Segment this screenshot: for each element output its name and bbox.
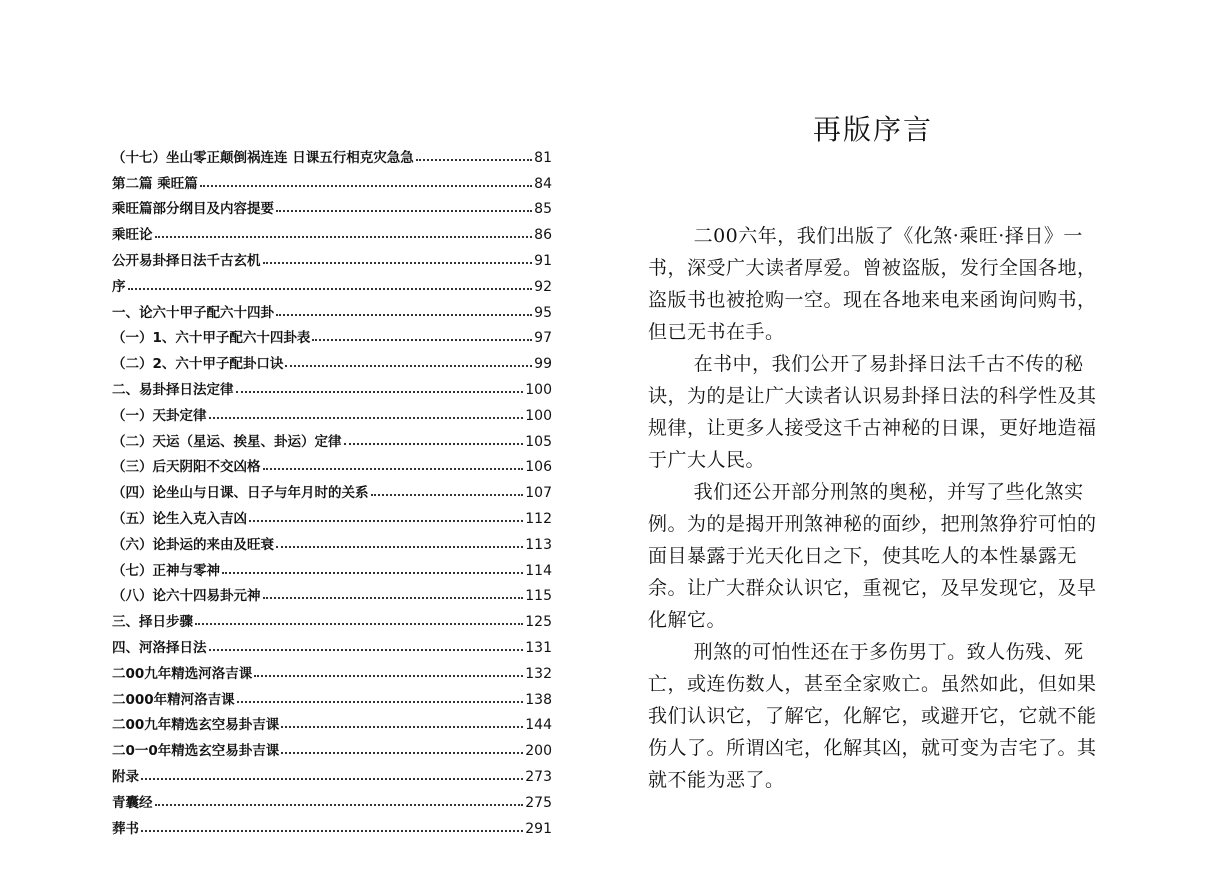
toc-entry-title: 序 <box>112 278 126 295</box>
toc-leader-dots <box>371 494 524 496</box>
toc-leader-dots <box>195 623 523 625</box>
toc-entry-page: 91 <box>534 252 552 269</box>
toc-entry <box>112 243 552 269</box>
toc-entry-page: 273 <box>525 768 552 785</box>
toc-entry-page: 105 <box>525 433 552 450</box>
toc-leader-dots <box>236 391 524 393</box>
toc-entry <box>112 656 552 682</box>
toc-entry <box>112 527 552 553</box>
toc-entry <box>112 321 552 347</box>
toc-leader-dots <box>155 804 524 806</box>
toc-leader-dots <box>312 339 532 341</box>
toc-entry-page: 115 <box>525 588 552 605</box>
toc-entry-title: （十七）坐山零正颠倒祸连连 日课五行相克灾急急 <box>112 149 414 166</box>
toc-entry <box>112 346 552 372</box>
toc-leader-dots <box>209 649 524 651</box>
preface-paragraph: 在书中，我们公开了易卦择日法千古不传的秘诀，为的是让广大读者认识易卦择日法的科学性及其规律，让更多人接受这千古神秘的日课，更好地造福于广大人民。 <box>648 353 1097 471</box>
toc-entry-title: （三）后天阴阳不交凶格 <box>112 459 261 476</box>
toc-entry-title: （二）天运（星运、挨星、卦运）定律 <box>112 433 342 450</box>
toc-entry-page: 114 <box>525 562 552 579</box>
toc-entry <box>112 192 552 218</box>
toc-leader-dots <box>128 288 533 290</box>
toc-entry <box>112 295 552 321</box>
toc-entry-page: 200 <box>525 743 552 760</box>
toc-entry <box>112 708 552 734</box>
toc-leader-dots <box>276 546 523 548</box>
toc-entry-page: 131 <box>525 639 552 656</box>
toc-leader-dots <box>281 726 523 728</box>
toc-entry-title: 二00九年精选河洛吉课 <box>112 665 253 682</box>
toc-entry-page: 95 <box>534 304 552 321</box>
preface-paragraph: 刑煞的可怕性还在于多伤男丁。致人伤残、死亡，或连伤数人，甚至全家败亡。虽然如此，但如果我们认识它，了解它，化解它，或避开它，它就不能伤人了。所谓凶宅，化解其凶，就可变为吉宅了。其就不能为恶了。 <box>648 641 1097 791</box>
toc-entry <box>112 424 552 450</box>
toc-leader-dots <box>281 752 523 754</box>
toc-entry-title: 二00九年精选玄空易卦吉课 <box>112 717 280 734</box>
preface-page <box>648 108 1098 796</box>
toc-leader-dots <box>254 675 523 677</box>
toc-entry-page: 291 <box>525 820 552 837</box>
toc-entry-title: （一）天卦定律 <box>112 407 207 424</box>
toc-leader-dots <box>263 262 533 264</box>
toc-leader-dots <box>285 365 532 367</box>
toc-entry-page: 92 <box>534 278 552 295</box>
toc-leader-dots <box>222 572 523 574</box>
toc-entry <box>112 372 552 398</box>
toc-leader-dots <box>237 701 524 703</box>
toc-entry <box>112 811 552 837</box>
toc-entry-page: 144 <box>525 717 552 734</box>
toc-entry-page: 138 <box>525 691 552 708</box>
preface-paragraph: 二00六年，我们出版了《化煞·乘旺·择日》一书，深受广大读者厚爱。曾被盗版，发行全国各地，盗版书也被抢购一空。现在各地来电来函询问购书，但已无书在手。 <box>648 225 1097 343</box>
toc-entry <box>112 450 552 476</box>
toc-entry <box>112 140 552 166</box>
toc-entry <box>112 604 552 630</box>
toc-entry <box>112 217 552 243</box>
toc-entry-title: 二0一0年精选玄空易卦吉课 <box>112 743 280 760</box>
toc-entry-title: （五）论生入克入吉凶 <box>112 510 247 527</box>
toc-entry-page: 97 <box>534 330 552 347</box>
toc-leader-dots <box>344 443 524 445</box>
toc-leader-dots <box>141 778 523 780</box>
toc-entry-page: 112 <box>525 510 552 527</box>
toc-entry <box>112 733 552 759</box>
table-of-contents <box>112 140 552 837</box>
toc-leader-dots <box>416 159 532 161</box>
toc-entry-page: 100 <box>525 407 552 424</box>
toc-leader-dots <box>155 236 533 238</box>
toc-entry-page: 107 <box>525 485 552 502</box>
toc-entry-title: 乘旺篇部分纲目及内容提要 <box>112 201 274 218</box>
toc-entry-title: （七）正神与零神 <box>112 562 220 579</box>
preface-title: 再版序言 <box>812 113 933 146</box>
toc-entry <box>112 269 552 295</box>
toc-entry-title: 附录 <box>112 768 139 785</box>
toc-entry <box>112 579 552 605</box>
toc-entry-page: 125 <box>525 614 552 631</box>
toc-entry-title: （一）1、六十甲子配六十四卦表 <box>112 330 311 347</box>
toc-entry <box>112 785 552 811</box>
toc-entry-title: 公开易卦择日法千古玄机 <box>112 252 261 269</box>
toc-entry-page: 84 <box>534 175 552 192</box>
toc-entry-page: 275 <box>525 794 552 811</box>
toc-entry <box>112 166 552 192</box>
toc-entry <box>112 398 552 424</box>
toc-entry-title: 四、河洛择日法 <box>112 639 207 656</box>
toc-entry-page: 132 <box>525 665 552 682</box>
toc-leader-dots <box>263 468 524 470</box>
toc-entry-title: （四）论坐山与日课、日子与年月时的关系 <box>112 485 369 502</box>
toc-entry <box>112 759 552 785</box>
toc-entry-title: 三、择日步骤 <box>112 614 193 631</box>
toc-entry-page: 106 <box>525 459 552 476</box>
toc-leader-dots <box>141 830 523 832</box>
toc-entry-title: 葬书 <box>112 820 139 837</box>
preface-paragraph: 我们还公开部分刑煞的奥秘，并写了些化煞实例。为的是揭开刑煞神秘的面纱，把刑煞狰狞可怕的面目暴露于光天化日之下，使其吃人的本性暴露无余。让广大群众认识它，重视它，及早发现它，及早化解它。 <box>648 481 1097 631</box>
toc-entry-title: 乘旺论 <box>112 227 153 244</box>
toc-entry-title: 青囊经 <box>112 794 153 811</box>
toc-entry-page: 100 <box>525 381 552 398</box>
toc-entry <box>112 553 552 579</box>
toc-leader-dots <box>276 210 532 212</box>
toc-entry <box>112 501 552 527</box>
toc-entry-page: 99 <box>534 356 552 373</box>
toc-entry-title: 二、易卦择日法定律 <box>112 381 234 398</box>
toc-entry-title: 第二篇 乘旺篇 <box>112 175 198 192</box>
toc-entry <box>112 682 552 708</box>
toc-entry-title: 一、论六十甲子配六十四卦 <box>112 304 274 321</box>
toc-entry-page: 113 <box>525 536 552 553</box>
toc-leader-dots <box>263 597 524 599</box>
toc-entry-page: 81 <box>534 149 552 166</box>
toc-entry <box>112 475 552 501</box>
toc-leader-dots <box>209 417 524 419</box>
toc-entry-title: （二）2、六十甲子配卦口诀 <box>112 356 284 373</box>
toc-leader-dots <box>249 520 523 522</box>
toc-entry <box>112 630 552 656</box>
toc-entry-page: 85 <box>534 201 552 218</box>
toc-entry-title: （八）论六十四易卦元神 <box>112 588 261 605</box>
toc-entry-title: （六）论卦运的来由及旺衰 <box>112 536 274 553</box>
toc-leader-dots <box>276 314 532 316</box>
toc-leader-dots <box>200 185 532 187</box>
toc-entry-page: 86 <box>534 227 552 244</box>
toc-entry-title: 二000年精河洛吉课 <box>112 691 235 708</box>
